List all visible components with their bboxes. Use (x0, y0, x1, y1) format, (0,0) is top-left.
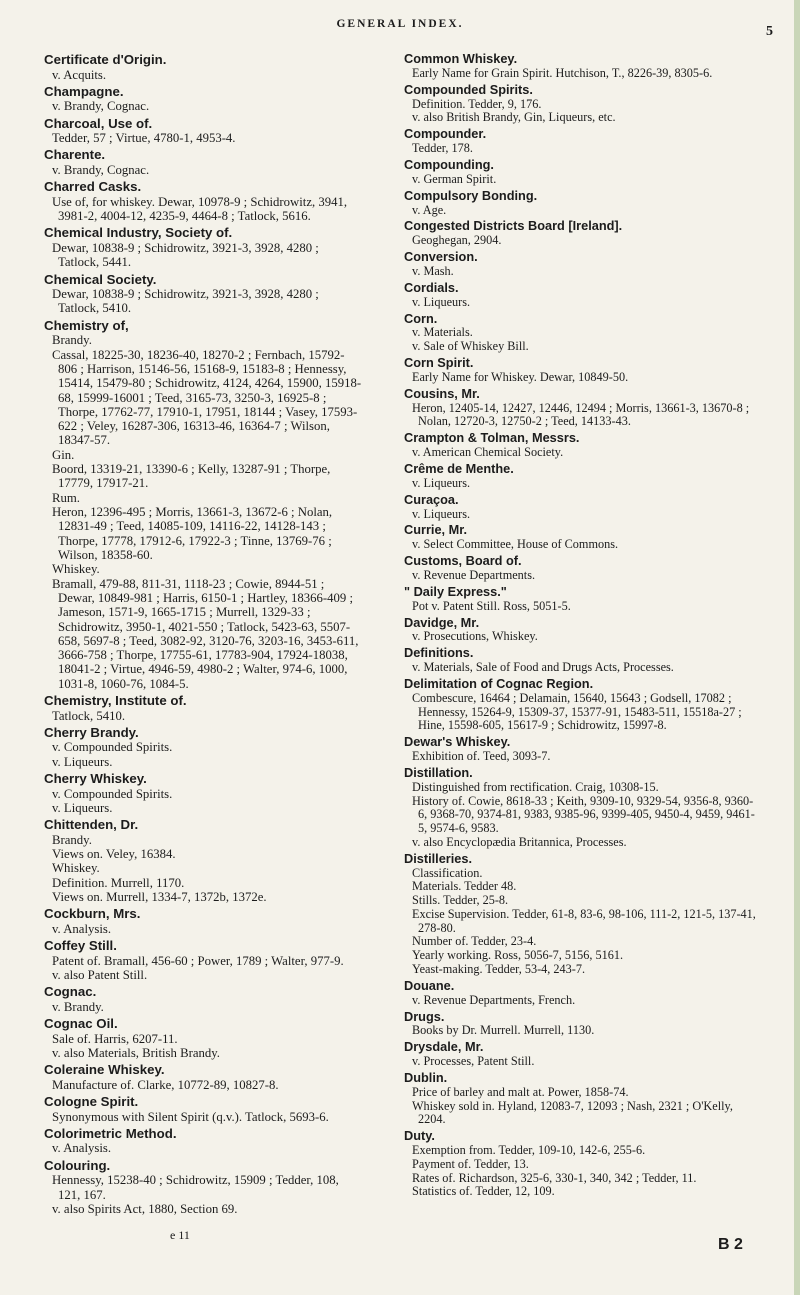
index-entry (404, 616, 756, 645)
entry-reference: Excise Supervision. Tedder, 61-8, 83-6, 98-106, 111-2, 121-5, 137-41, 278-80. (412, 906, 756, 935)
entry-reference: v. German Spirit. (412, 171, 497, 186)
entry-reference: Classification. (412, 865, 483, 880)
entry-reference: Early Name for Grain Spirit. Hutchison, T., 8226-39, 8305-6. (412, 65, 713, 80)
index-entry (44, 693, 362, 723)
index-entry (44, 318, 362, 691)
index-entry (44, 1126, 362, 1156)
index-entry (44, 84, 362, 114)
entry-heading: Cognac. (44, 984, 97, 1000)
entry-heading: Dewar's Whiskey. (404, 734, 511, 750)
entry-reference: Boord, 13319-21, 13390-6 ; Kelly, 13287-91 ; Thorpe, 17779, 17917-21. (52, 462, 331, 491)
entry-heading: Cockburn, Mrs. (44, 906, 141, 922)
entry-reference: Brandy. (52, 333, 92, 348)
index-entry (404, 83, 756, 125)
index-entry (404, 979, 756, 1008)
entry-reference: Statistics of. Tedder, 12, 109. (412, 1184, 555, 1199)
page-edge (794, 0, 800, 1295)
entry-reference: Distinguished from rectification. Craig, 10308-15. (412, 779, 659, 794)
entry-reference: Definition. Murrell, 1170. (52, 875, 185, 890)
entry-reference: v. Mash. (412, 264, 454, 279)
entry-heading: Compounded Spirits. (404, 81, 533, 97)
index-entry (404, 852, 756, 977)
entry-reference: Tedder, 57 ; Virtue, 4780-1, 4953-4. (52, 131, 236, 146)
index-entry (404, 1071, 756, 1127)
index-entry (404, 1040, 756, 1069)
entry-heading: Douane. (404, 977, 455, 993)
entry-heading: Compounding. (404, 156, 494, 172)
index-entry (404, 523, 756, 552)
entry-reference: v. Sale of Whiskey Bill. (412, 339, 529, 354)
entry-reference: v. also Encyclopædia Britannica, Processes. (412, 834, 627, 849)
entry-reference: Manufacture of. Clarke, 10772-89, 10827-8. (52, 1077, 279, 1092)
entry-reference: v. Liqueurs. (52, 800, 113, 815)
index-entry (404, 189, 756, 218)
index-entry (404, 431, 756, 460)
entry-reference: v. also British Brandy, Gin, Liqueurs, etc. (412, 110, 616, 125)
gathering-mark: B 2 (718, 1236, 743, 1253)
entry-heading: Cousins, Mr. (404, 385, 480, 401)
index-entry (44, 1158, 362, 1216)
entry-reference: Sale of. Harris, 6207-11. (52, 1031, 178, 1046)
entry-heading: Drugs. (404, 1008, 445, 1024)
entry-reference: v. Liqueurs. (412, 506, 471, 521)
entry-heading: Delimitation of Cognac Region. (404, 675, 594, 691)
index-entry (404, 158, 756, 187)
index-entry (44, 147, 362, 177)
entry-reference: v. Analysis. (52, 1141, 112, 1156)
entry-reference: History of. Cowie, 8618-33 ; Keith, 9309-10, 9329-54, 9356-8, 9360-6, 9368-70, 9374-81, 9383, 9385-96, 9399-405, 9450-4, 9459, 9461-5, 9574-6, 9583. (412, 793, 755, 836)
index-entry (404, 356, 756, 385)
entry-heading: Customs, Board of. (404, 553, 522, 569)
index-entry (44, 817, 362, 904)
entry-heading: Crampton & Tolman, Messrs. (404, 430, 580, 446)
entry-reference: Materials. Tedder 48. (412, 879, 517, 894)
index-entry (44, 272, 362, 316)
entry-reference: v. Age. (412, 202, 447, 217)
entry-reference: Whiskey sold in. Hyland, 12083-7, 12093 ; Nash, 2321 ; O'Kelly, 2204. (412, 1098, 733, 1127)
index-entry (404, 1129, 756, 1199)
entry-heading: Charred Casks. (44, 179, 142, 195)
entry-heading: Coffey Still. (44, 938, 117, 954)
entry-reference: v. Liqueurs. (412, 294, 471, 309)
entry-reference: v. Materials. (412, 325, 473, 340)
entry-reference: Views on. Murrell, 1334-7, 1372b, 1372e. (52, 889, 267, 904)
entry-reference: Hennessy, 15238-40 ; Schidrowitz, 15909 ; Tedder, 108, 121, 167. (52, 1173, 339, 1202)
entry-reference: Rum. (52, 490, 80, 505)
entry-reference: Cassal, 18225-30, 18236-40, 18270-2 ; Fernbach, 15792-806 ; Harrison, 15146-56, 15168-9, 15183-8 ; Hennessy, 15414, 15479-80 ; Schidrowitz, 4124, 4264, 15900, 15918-68, 15999-16001 ; Teed, 3165-73, 3250-3, 16925-8 ; Thorpe, 17762-77, 17910-1, 17951, 18144 ; Vasey, 17593-622 ; Veley, 16287-306, 16313-46, 16364-7 ; Wilson, 18347-57. (52, 347, 362, 448)
index-entry (404, 219, 756, 248)
entry-reference: v. also Materials, British Brandy. (52, 1045, 220, 1060)
index-entry (404, 250, 756, 279)
entry-reference: Patent of. Bramall, 456-60 ; Power, 1789 ; Walter, 977-9. (52, 953, 344, 968)
entry-reference: Views on. Veley, 16384. (52, 847, 176, 861)
entry-reference: Geoghegan, 2904. (412, 233, 502, 248)
entry-reference: v. also Spirits Act, 1880, Section 69. (52, 1201, 238, 1216)
index-entry (44, 1094, 362, 1124)
entry-reference: v. Materials, Sale of Food and Drugs Acts, Processes. (412, 660, 674, 675)
entry-reference: v. Prosecutions, Whiskey. (412, 629, 538, 644)
index-entry (44, 225, 362, 269)
entry-heading: Distilleries. (404, 850, 473, 866)
entry-reference: Yearly working. Ross, 5056-7, 5156, 5161. (412, 948, 624, 963)
entry-reference: v. Liqueurs. (52, 754, 113, 769)
entry-heading: Certificate d'Origin. (44, 52, 167, 67)
entry-heading: Chemistry of, (44, 317, 129, 333)
entry-heading: Chittenden, Dr. (44, 817, 139, 833)
entry-reference: Yeast-making. Tedder, 53-4, 243-7. (412, 962, 586, 977)
entry-reference: Synonymous with Silent Spirit (q.v.). Tatlock, 5693-6. (52, 1109, 329, 1124)
entry-heading: Definitions. (404, 645, 474, 661)
entry-heading: Colorimetric Method. (44, 1125, 177, 1141)
entry-reference: v. Revenue Departments, French. (412, 992, 576, 1007)
index-entry (404, 677, 756, 733)
entry-reference: v. Brandy, Cognac. (52, 99, 150, 114)
index-entry (404, 554, 756, 583)
entry-heading: Common Whiskey. (404, 51, 518, 66)
entry-reference: Dewar, 10838-9 ; Schidrowitz, 3921-3, 3928, 4280 ; Tatlock, 5441. (52, 240, 319, 270)
index-entry (44, 906, 362, 936)
entry-heading: Cherry Brandy. (44, 724, 139, 740)
index-entry (44, 984, 362, 1014)
index-entry (44, 1062, 362, 1092)
entry-reference: v. Brandy, Cognac. (52, 163, 150, 177)
entry-heading: Chemical Society. (44, 271, 157, 287)
entry-heading: Crême de Menthe. (404, 460, 514, 476)
entry-reference: Pot v. Patent Still. Ross, 5051-5. (412, 598, 571, 613)
entry-reference: Brandy. (52, 832, 92, 847)
printer-signature: e 11 (170, 1228, 190, 1242)
entry-heading: Curaçoa. (404, 491, 459, 507)
index-column-left (44, 52, 362, 1218)
entry-heading: Cherry Whiskey. (44, 771, 147, 787)
entry-heading: Corn. (404, 310, 438, 326)
entry-reference: v. also Patent Still. (52, 967, 148, 982)
entry-heading: " Daily Express." (404, 583, 507, 599)
index-entry (44, 52, 362, 82)
entry-reference: v. Compounded Spirits. (52, 786, 173, 801)
entry-reference: Exhibition of. Teed, 3093-7. (412, 749, 551, 764)
entry-reference: Whiskey. (52, 562, 100, 577)
index-entry (404, 312, 756, 354)
index-column-right (404, 52, 756, 1201)
entry-heading: Compulsory Bonding. (404, 187, 538, 203)
entry-reference: Dewar, 10838-9 ; Schidrowitz, 3921-3, 3928, 4280 ; Tatlock, 5410. (52, 287, 319, 316)
index-entry (404, 766, 756, 850)
index-entry (404, 462, 756, 491)
entry-heading: Corn Spirit. (404, 355, 474, 370)
entry-reference: Stills. Tedder, 25-8. (412, 893, 509, 908)
entry-heading: Davidge, Mr. (404, 614, 480, 630)
entry-reference: v. American Chemical Society. (412, 445, 564, 460)
entry-heading: Cordials. (404, 279, 459, 295)
entry-heading: Champagne. (44, 83, 124, 99)
entry-heading: Chemistry, Institute of. (44, 693, 187, 709)
index-entry (404, 646, 756, 675)
entry-reference: v. Brandy. (52, 999, 104, 1014)
entry-reference: Number of. Tedder, 23-4. (412, 934, 537, 949)
entry-reference: v. Compounded Spirits. (52, 740, 173, 755)
entry-reference: Whiskey. (52, 861, 100, 876)
entry-reference: v. Liqueurs. (412, 475, 471, 490)
entry-heading: Coleraine Whiskey. (44, 1062, 165, 1078)
entry-reference: Tatlock, 5410. (52, 708, 126, 723)
entry-heading: Colouring. (44, 1157, 111, 1173)
index-entry (44, 938, 362, 982)
entry-reference: v. Analysis. (52, 921, 112, 936)
entry-reference: Payment of. Tedder, 13. (412, 1156, 529, 1171)
entry-heading: Congested Districts Board [Ireland]. (404, 218, 623, 234)
entry-heading: Distillation. (404, 764, 473, 780)
index-entry (404, 52, 756, 81)
entry-reference: Rates of. Richardson, 325-6, 330-1, 340, 342 ; Tedder, 11. (412, 1170, 697, 1185)
entry-reference: Tedder, 178. (412, 141, 473, 156)
entry-reference: v. Processes, Patent Still. (412, 1054, 535, 1069)
index-entry (404, 493, 756, 522)
index-entry (44, 771, 362, 815)
index-entry (44, 116, 362, 146)
entry-heading: Currie, Mr. (404, 522, 468, 538)
entry-reference: v. Revenue Departments. (412, 568, 536, 583)
index-entry (44, 1016, 362, 1060)
entry-heading: Duty. (404, 1128, 435, 1144)
entry-reference: Combescure, 16464 ; Delamain, 15640, 15643 ; Godsell, 17082 ; Hennessy, 15264-9, 15309-37, 15377-91, 15483-511, 15518a-27 ; Hine, 15598-605, 15617-9 ; Schidrowitz, 15997-8. (412, 690, 742, 733)
index-entry (44, 179, 362, 223)
entry-heading: Dublin. (404, 1069, 448, 1085)
entry-reference: v. Select Committee, House of Commons. (412, 537, 619, 552)
entry-heading: Drysdale, Mr. (404, 1039, 484, 1055)
entry-reference: Early Name for Whiskey. Dewar, 10849-50. (412, 369, 629, 384)
entry-reference: Price of barley and malt at. Power, 1858-74. (412, 1084, 629, 1099)
index-entry (404, 127, 756, 156)
entry-heading: Chemical Industry, Society of. (44, 225, 233, 241)
entry-reference: Gin. (52, 447, 75, 462)
entry-heading: Cognac Oil. (44, 1016, 118, 1032)
index-entry (44, 725, 362, 769)
entry-reference: v. Acquits. (52, 67, 107, 82)
entry-reference: Heron, 12405-14, 12427, 12446, 12494 ; Morris, 13661-3, 13670-8 ; Nolan, 12720-3, 12750-2 ; Teed, 14133-43. (412, 400, 750, 429)
entry-reference: Bramall, 479-88, 811-31, 1118-23 ; Cowie, 8944-51 ; Dewar, 10849-981 ; Harris, 6150-1 ; Hartley, 18366-409 ; Jameson, 1571-9, 1665-1715 ; Murrell, 1329-33 ; Schidrowitz, 3950-1, 4021-550 ; Tatlock, 5423-63, 5507-658, 5697-8 ; Teed, 3082-92, 3120-76, 3203-16, 3453-611, 3666-758 ; Thorpe, 17755-61, 17783-904, 17924-18038, 18041-2 ; Virtue, 4946-59, 4980-2 ; Walter, 974-6, 1000, 1031-8, 1060-76, 1084-5. (52, 576, 359, 691)
entry-reference: Exemption from. Tedder, 109-10, 142-6, 255-6. (412, 1143, 646, 1158)
index-entry (404, 585, 756, 614)
entry-reference: Use of, for whiskey. Dewar, 10978-9 ; Schidrowitz, 3941, 3981-2, 4004-12, 4235-9, 4464-8 ; Tatlock, 5616. (52, 194, 348, 224)
entry-heading: Charcoal, Use of. (44, 115, 153, 131)
entry-heading: Cologne Spirit. (44, 1094, 139, 1110)
index-entry (404, 735, 756, 764)
entry-reference: Heron, 12396-495 ; Morris, 13661-3, 13672-6 ; Nolan, 12831-49 ; Teed, 14085-109, 14116-22, 14128-143 ; Thorpe, 17778, 17912-6, 17922-3 ; Tinne, 13769-76 ; Wilson, 18358-60. (52, 505, 333, 562)
page-number: 5 (766, 24, 773, 39)
entry-reference: Definition. Tedder, 9, 176. (412, 96, 542, 111)
page-header (0, 18, 800, 38)
entry-heading: Conversion. (404, 249, 478, 265)
entry-reference: Books by Dr. Murrell. Murrell, 1130. (412, 1023, 595, 1038)
running-title: GENERAL INDEX. (336, 18, 464, 30)
index-entry (404, 387, 756, 429)
entry-heading: Charente. (44, 147, 106, 163)
index-entry (404, 281, 756, 310)
entry-heading: Compounder. (404, 126, 487, 142)
index-entry (404, 1010, 756, 1039)
